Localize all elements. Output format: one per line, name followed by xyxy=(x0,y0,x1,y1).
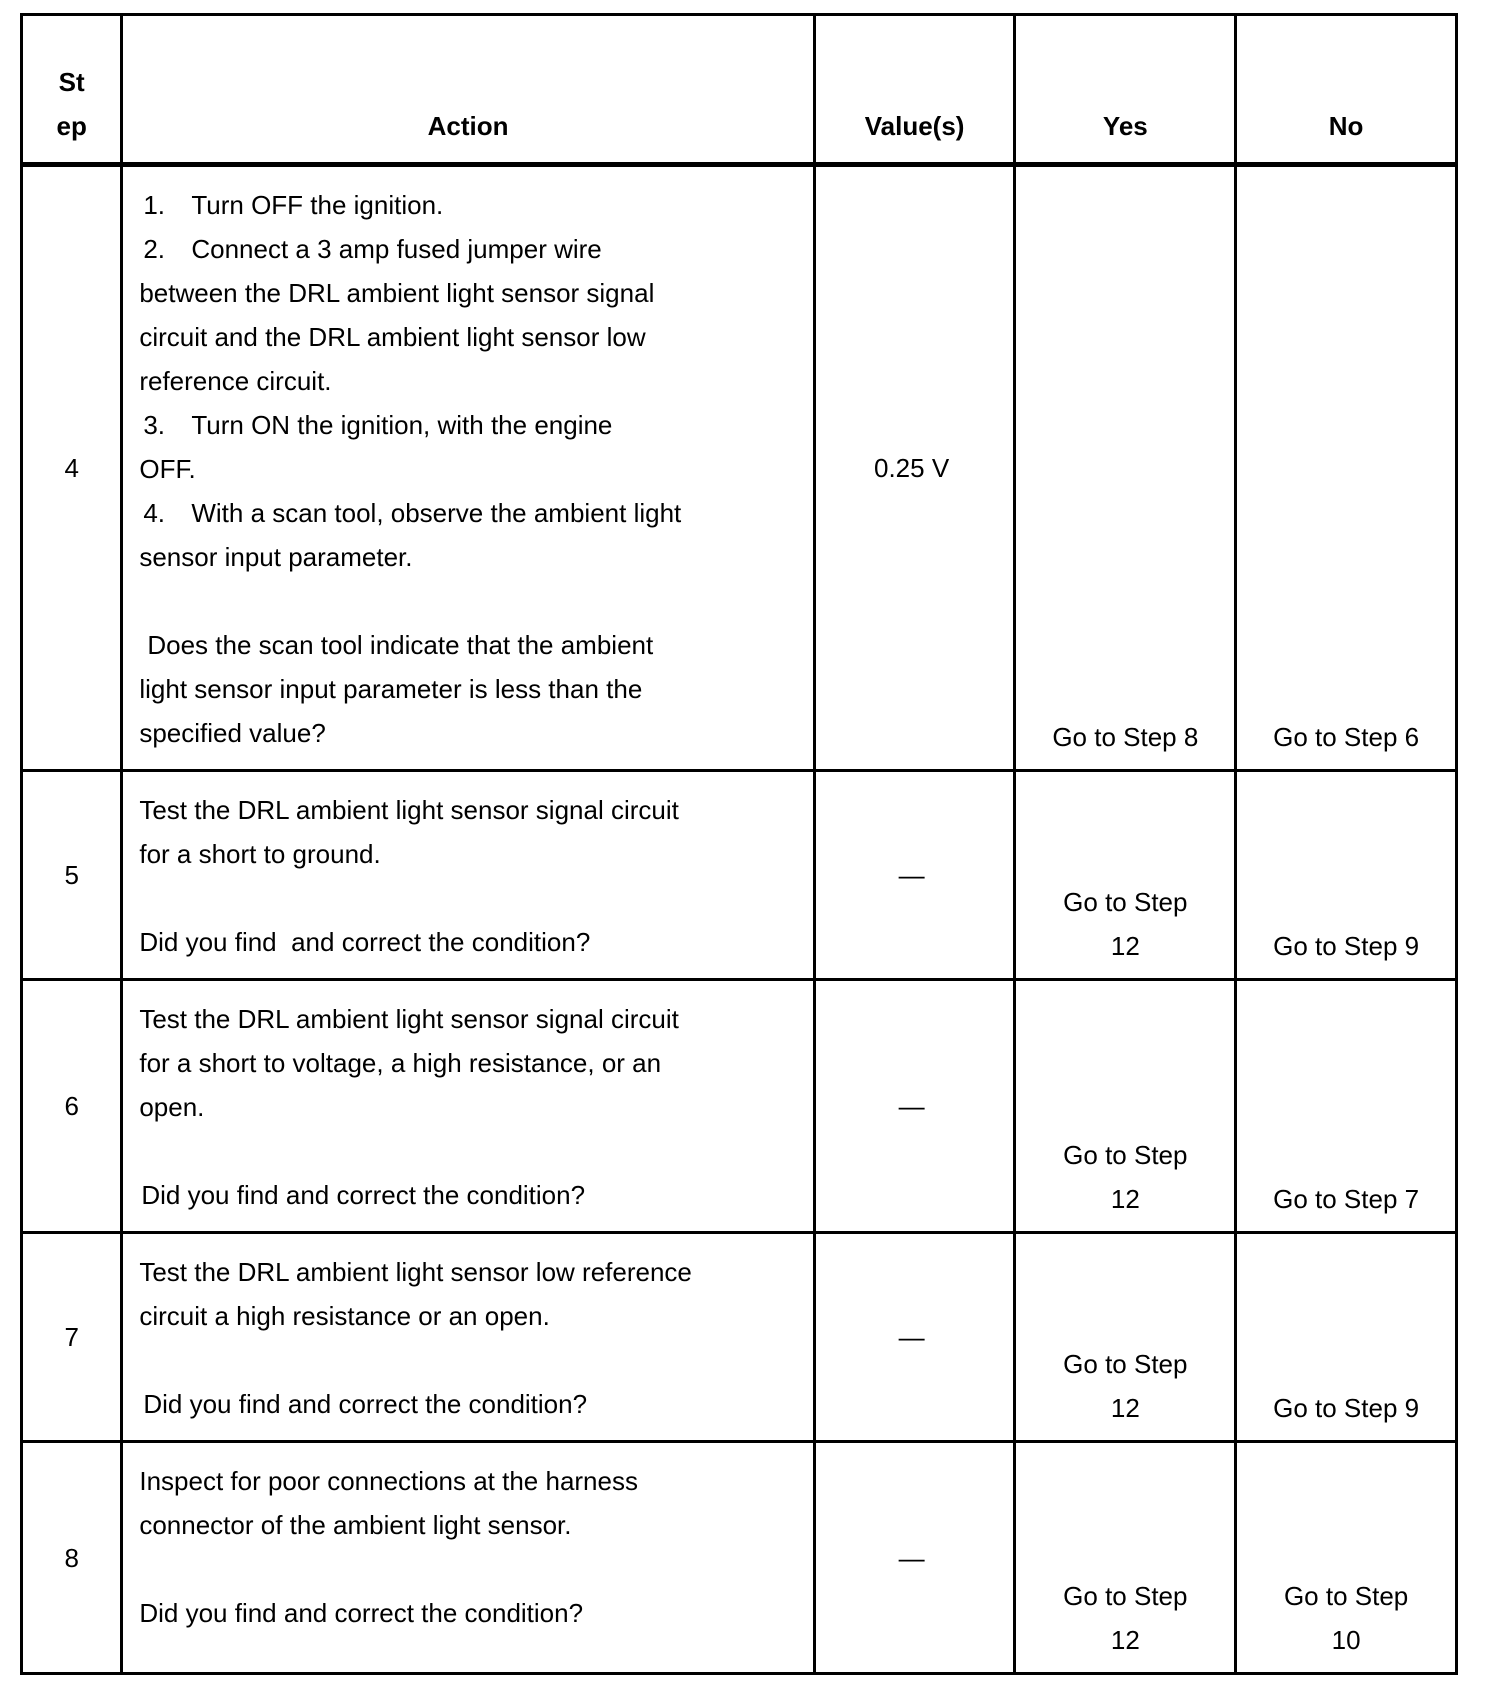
action-line: circuit and the DRL ambient light sensor low xyxy=(139,322,646,352)
table-row xyxy=(22,1442,1457,1674)
yes-line: Go to Step xyxy=(1063,1140,1188,1170)
action-line: 2. Connect a 3 amp fused jumper wire xyxy=(143,234,602,264)
action-cell xyxy=(122,1442,814,1674)
value-cell: — xyxy=(814,1442,1015,1674)
yes-line: Go to Step xyxy=(1063,887,1188,917)
yes-line: 12 xyxy=(1110,931,1140,961)
value-cell: 0.25 V xyxy=(814,165,1015,771)
step-number: 6 xyxy=(22,980,122,1233)
question-line: light sensor input parameter is less than the xyxy=(139,674,643,704)
question-line: specified value? xyxy=(139,718,326,748)
yes-cell xyxy=(1015,980,1236,1233)
yes-line: Go to Step xyxy=(1063,1581,1188,1611)
value-cell: — xyxy=(814,1233,1015,1442)
action-line: Test the DRL ambient light sensor low reference xyxy=(139,1257,692,1287)
action-line: for a short to voltage, a high resistance, or an xyxy=(139,1048,662,1078)
header-row xyxy=(22,15,1457,165)
step-number: 5 xyxy=(22,771,122,980)
value-cell: — xyxy=(814,771,1015,980)
header-values: Value(s) xyxy=(814,15,1015,165)
action-cell xyxy=(122,165,814,771)
question-line: Did you find and correct the condition? xyxy=(143,1389,588,1419)
action-line: circuit a high resistance or an open. xyxy=(139,1301,550,1331)
action-line: between the DRL ambient light sensor signal xyxy=(139,278,655,308)
action-line: 1. Turn OFF the ignition. xyxy=(143,190,444,220)
action-cell xyxy=(122,771,814,980)
yes-line: 12 xyxy=(1110,1393,1140,1423)
step-number: 8 xyxy=(22,1442,122,1674)
action-line: 4. With a scan tool, observe the ambient light xyxy=(143,498,682,528)
action-line: open. xyxy=(139,1092,205,1122)
header-action: Action xyxy=(122,15,814,165)
action-line: 3. Turn ON the ignition, with the engine xyxy=(143,410,613,440)
action-cell xyxy=(122,1233,814,1442)
header-step-line: St xyxy=(58,67,85,97)
action-line: reference circuit. xyxy=(139,366,332,396)
yes-line: Go to Step 8 xyxy=(1052,722,1199,752)
no-cell xyxy=(1236,165,1457,771)
no-line: Go to Step xyxy=(1283,1581,1409,1611)
step-number: 4 xyxy=(22,165,122,771)
no-line: Go to Step 9 xyxy=(1273,1393,1420,1423)
value-cell: — xyxy=(814,980,1015,1233)
table-row xyxy=(22,980,1457,1233)
header-step xyxy=(22,15,122,165)
header-yes: Yes xyxy=(1015,15,1236,165)
step-number: 7 xyxy=(22,1233,122,1442)
no-line: Go to Step 9 xyxy=(1273,931,1420,961)
no-cell xyxy=(1236,1442,1457,1674)
question-line: Did you find and correct the condition? xyxy=(139,927,591,957)
yes-line: Go to Step xyxy=(1063,1349,1188,1379)
no-line: Go to Step 6 xyxy=(1273,722,1420,752)
action-line: Test the DRL ambient light sensor signal circuit xyxy=(139,1004,679,1034)
action-line: connector of the ambient light sensor. xyxy=(139,1510,572,1540)
no-cell xyxy=(1236,1233,1457,1442)
no-line: Go to Step 7 xyxy=(1273,1184,1420,1214)
action-line: Inspect for poor connections at the harness xyxy=(139,1466,638,1496)
no-cell xyxy=(1236,980,1457,1233)
no-line: 10 xyxy=(1331,1625,1361,1655)
yes-line: 12 xyxy=(1110,1625,1140,1655)
yes-cell xyxy=(1015,1233,1236,1442)
action-cell xyxy=(122,980,814,1233)
header-step-line: ep xyxy=(56,111,87,141)
action-line: Test the DRL ambient light sensor signal circuit xyxy=(139,795,679,825)
question-line: Did you find and correct the condition? xyxy=(141,1180,586,1210)
question-line: Did you find and correct the condition? xyxy=(139,1598,584,1628)
diagnostic-table xyxy=(20,13,1458,1675)
yes-cell xyxy=(1015,1442,1236,1674)
table-row xyxy=(22,771,1457,980)
yes-cell xyxy=(1015,165,1236,771)
table-row xyxy=(22,1233,1457,1442)
no-cell xyxy=(1236,771,1457,980)
header-no: No xyxy=(1236,15,1457,165)
yes-cell xyxy=(1015,771,1236,980)
action-line: sensor input parameter. xyxy=(139,542,413,572)
action-line: for a short to ground. xyxy=(139,839,381,869)
question-line: Does the scan tool indicate that the ambient xyxy=(147,630,654,660)
action-line: OFF. xyxy=(139,454,196,484)
table-row xyxy=(22,165,1457,771)
yes-line: 12 xyxy=(1110,1184,1140,1214)
